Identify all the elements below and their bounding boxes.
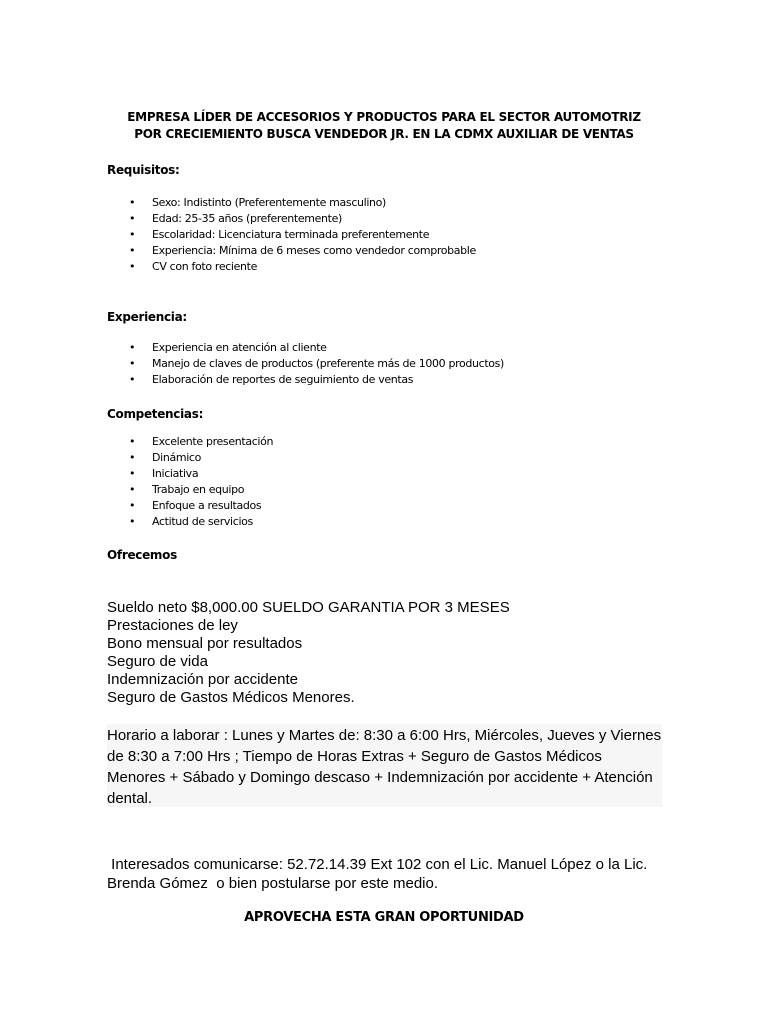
competencias-list (107, 434, 273, 530)
experiencia-list (107, 340, 504, 388)
ofrecemos-heading: Ofrecemos (107, 548, 177, 562)
list-item: • Enfoque a resultados (107, 498, 273, 514)
list-item: Bono mensual por resultados (107, 635, 303, 652)
list-item: • Iniciativa (107, 466, 273, 482)
competencias-heading: Competencias: (107, 407, 204, 421)
list-item: • Dinámico (107, 450, 273, 466)
list-item: • Escolaridad: Licenciatura terminada preferentemente (107, 227, 476, 243)
horario-paragraph: Horario a laborar : Lunes y Martes de: 8:30 a 6:00 Hrs, Miércoles, Jueves y Viernes de 8:30 a 7:00 Hrs ; Tiempo de Horas Extras + Seguro de Gastos Médicos Menores + Sábado y Domingo descaso + Indemnización por accidente + Atención dental. (107, 724, 662, 807)
list-item: • CV con foto reciente (107, 259, 476, 275)
closing-line: APROVECHA ESTA GRAN OPORTUNIDAD (244, 910, 524, 925)
ofrecemos-list (107, 599, 510, 707)
list-item: • Excelente presentación (107, 434, 273, 450)
list-item: Sueldo neto $8,000.00 SUELDO GARANTIA POR 3 MESES (107, 599, 510, 616)
requisitos-heading: Requisitos: (107, 163, 180, 177)
list-item: Seguro de vida (107, 653, 208, 670)
list-item: Prestaciones de ley (107, 617, 238, 634)
list-item: • Trabajo en equipo (107, 482, 273, 498)
requisitos-list (107, 195, 476, 275)
header-line-1: EMPRESA LÍDER DE ACCESORIOS Y PRODUCTOS PARA EL SECTOR AUTOMOTRIZ (127, 110, 641, 124)
list-item: • Experiencia en atención al cliente (107, 340, 504, 356)
list-item: • Sexo: Indistinto (Preferentemente masculino) (107, 195, 476, 211)
list-item: Indemnización por accidente (107, 671, 298, 688)
list-item: • Manejo de claves de productos (preferente más de 1000 productos) (107, 356, 504, 372)
header-line-2: POR CRECIEMIENTO BUSCA VENDEDOR JR. EN LA CDMX AUXILIAR DE VENTAS (134, 127, 634, 141)
list-item: Seguro de Gastos Médicos Menores. (107, 689, 355, 706)
contacto-paragraph: Interesados comunicarse: 52.72.14.39 Ext 102 con el Lic. Manuel López o la Lic. Brenda Gómez o bien postularse por este medio. (107, 856, 652, 892)
list-item: • Edad: 25-35 años (preferentemente) (107, 211, 476, 227)
list-item: • Elaboración de reportes de seguimiento de ventas (107, 372, 504, 388)
experiencia-heading: Experiencia: (107, 310, 187, 324)
list-item: • Experiencia: Mínima de 6 meses como vendedor comprobable (107, 243, 476, 259)
list-item: • Actitud de servicios (107, 514, 273, 530)
